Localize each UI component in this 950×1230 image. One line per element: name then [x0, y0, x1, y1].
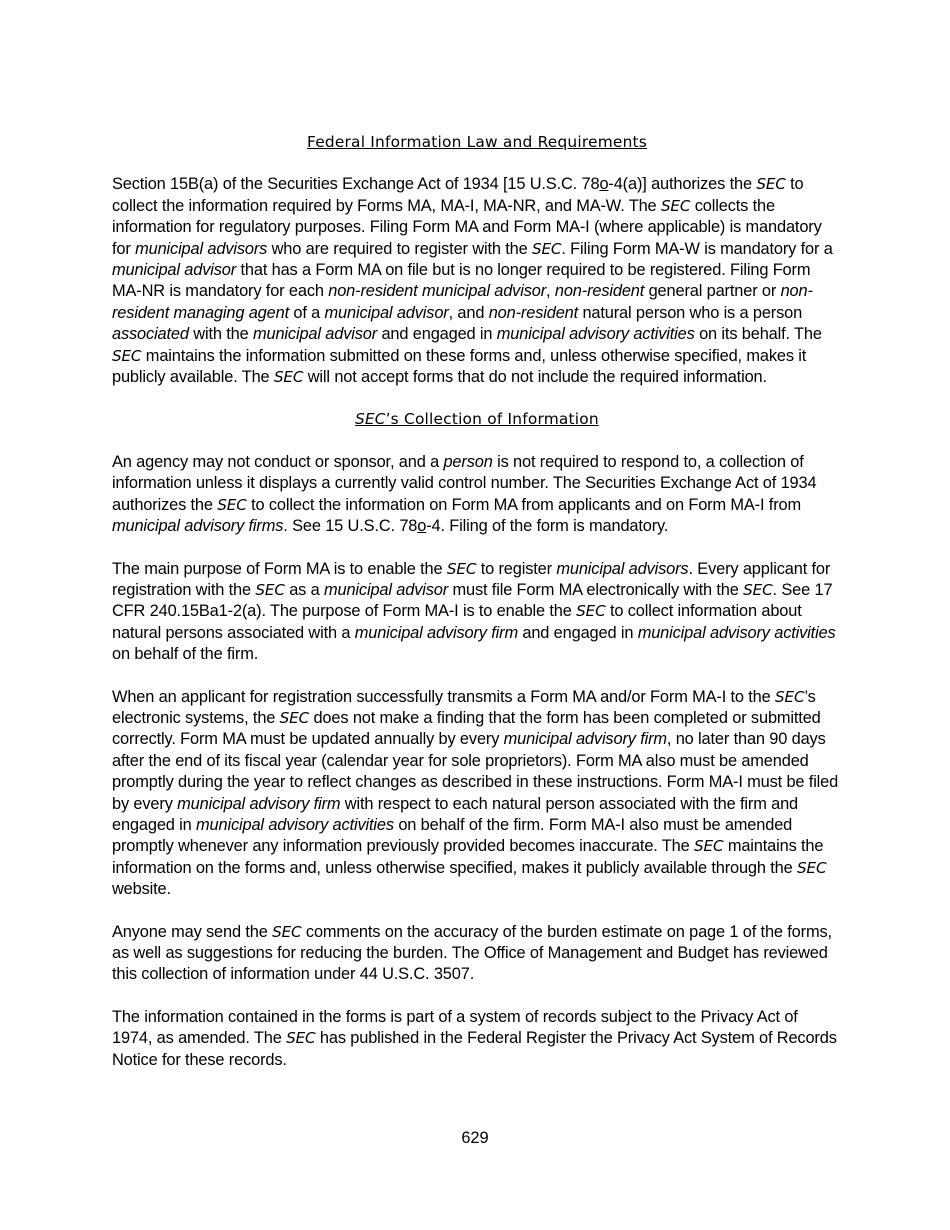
paragraph-registration-transmission: When an applicant for registration successfully transmits a Form MA and/or Form MA-I to the SEC’s electronic systems, the SEC does not make a finding that the form has been completed or submitted correctly. Form MA must be updated annually by every municipal advisory firm, no later than 90 days after the end of its fiscal year (calendar year for sole proprietors). Form MA also must be amended promptly during the year to reflect changes as described in these instructions. Form MA-I must be filed by every municipal advisory firm with respect to each natural person associated with the firm and engaged in municipal advisory activities on behalf of the firm. Form MA-I also must be amended promptly whenever any information previously provided becomes inaccurate. The SEC maintains the information on the forms and, unless otherwise specified, makes it publicly available through the SEC website. [112, 687, 839, 899]
page-content [112, 132, 842, 1071]
paragraph-burden-comments: Anyone may send the SEC comments on the accuracy of the burden estimate on page 1 of the forms, as well as suggestions for reducing the burden. The Office of Management and Budget has reviewed this collection of information under 44 U.S.C. 3507. [112, 922, 832, 984]
paragraph-main-purpose: The main purpose of Form MA is to enable the SEC to register municipal advisors. Every applicant for registration with the SEC as a municipal advisor must file Form MA electronically with the SEC. See 17 CFR 240.15Ba1-2(a). The purpose of Form MA-I is to enable the SEC to collect information about natural persons associated with a municipal advisory firm and engaged in municipal advisory activities on behalf of the firm. [112, 559, 836, 664]
paragraph-federal-law: Section 15B(a) of the Securities Exchange Act of 1934 [15 U.S.C. 78o-4(a)] authorizes the SEC to collect the information required by Forms MA, MA-I, MA-NR, and MA-W. The SEC collects the information for regulatory purposes. Filing Form MA and Form MA-I (where applicable) is mandatory for municipal advisors who are required to register with the SEC. Filing Form MA-W is mandatory for a municipal advisor that has a Form MA on file but is no longer required to be registered. Filing Form MA-NR is mandatory for each non-resident municipal advisor, non-resident general partner or non-resident managing agent of a municipal advisor, and non-resident natural person who is a person associated with the municipal advisor and engaged in municipal advisory activities on its behalf. The SEC maintains the information submitted on these forms and, unless otherwise specified, makes it publicly available. The SEC will not accept forms that do not include the required information. [112, 175, 833, 387]
heading-federal-information: Federal Information Law and Requirements [307, 133, 647, 151]
paragraph-collection-notice: An agency may not conduct or sponsor, and a person is not required to respond to, a collection of information unless it displays a currently valid control number. The Securities Exchange Act of 1934 authorizes the SEC to collect the information on Form MA from applicants and on Form MA-I from municipal advisory firms. See 15 U.S.C. 78o-4. Filing of the form is mandatory. [112, 452, 817, 536]
heading-sec-collection: SEC’s Collection of Information [355, 410, 599, 429]
paragraph-privacy-act: The information contained in the forms is part of a system of records subject to the Privacy Act of 1974, as amended. The SEC has published in the Federal Register the Privacy Act System of Records Notice for these records. [112, 1007, 837, 1069]
page-number: 629 [461, 1129, 489, 1147]
